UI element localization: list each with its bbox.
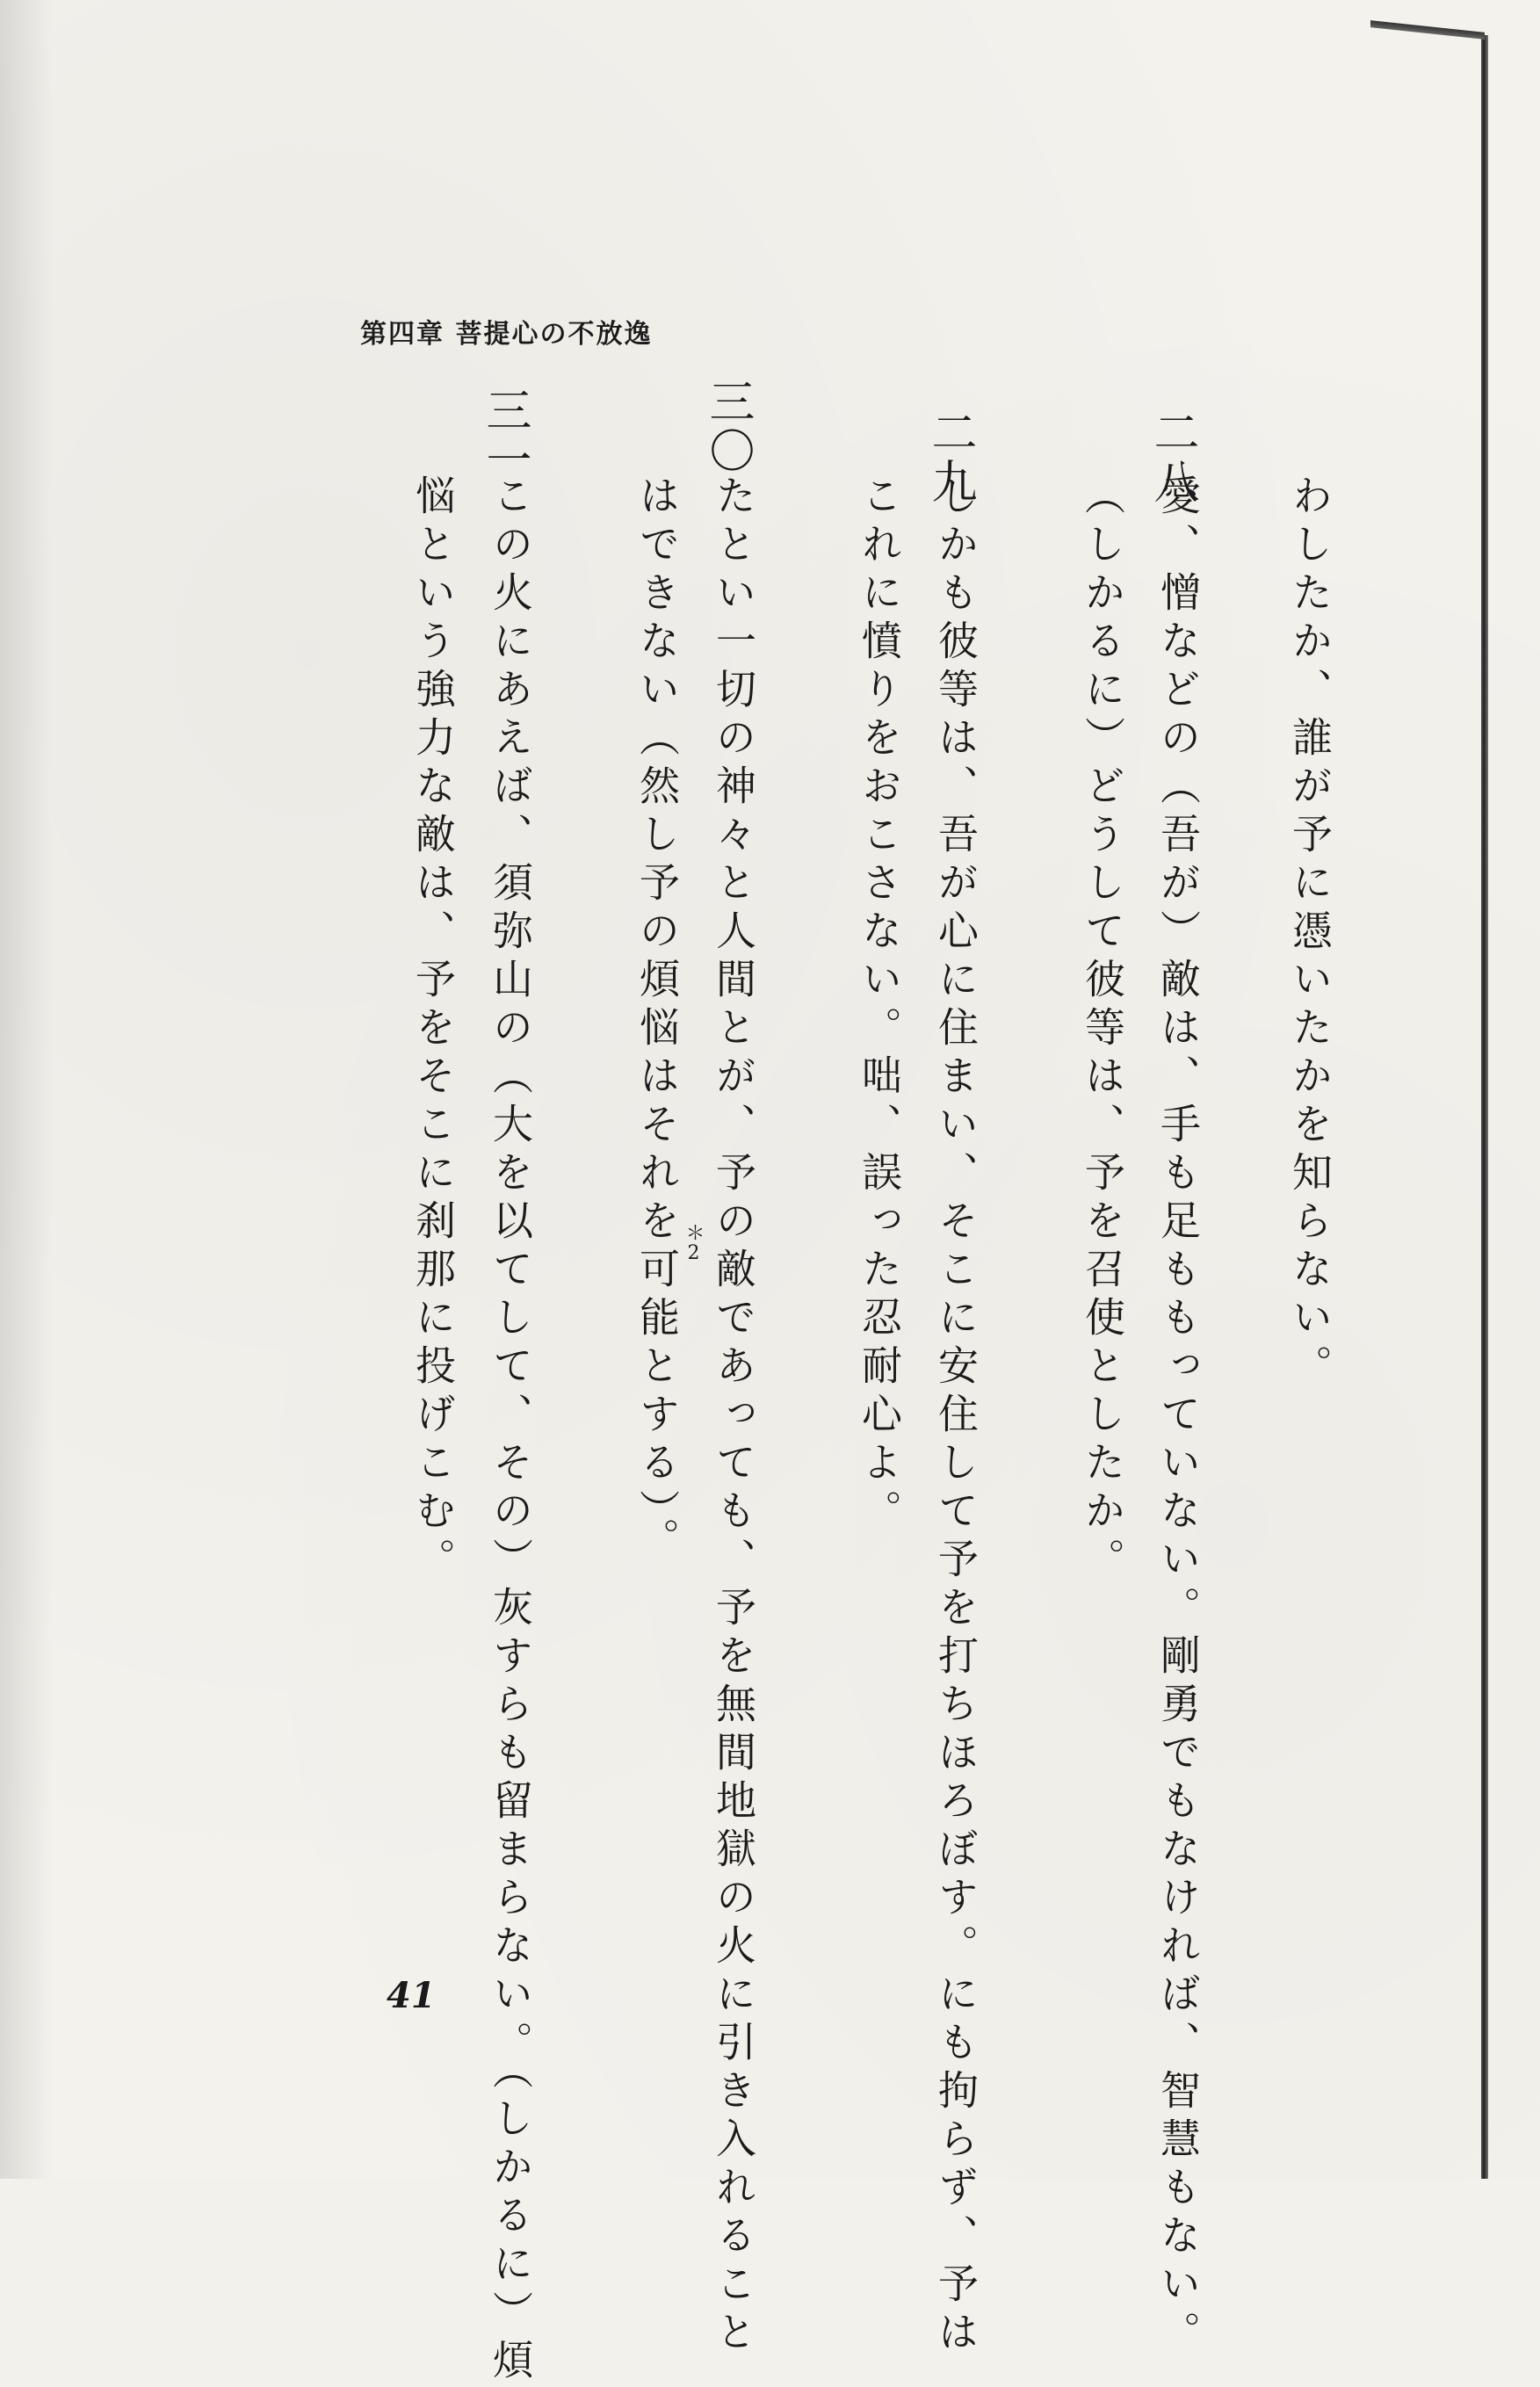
footnote-mark: ＊2: [683, 1223, 705, 1264]
text-line-3: （しかるに）どうして彼等は、予を召使としたか。: [1079, 474, 1126, 1586]
running-head: 第四章 菩提心の不放逸: [360, 319, 653, 350]
text-line-8: この火にあえば、須弥山の（大を以てして、その）灰すらも留まらない。（しかるに）煩: [487, 474, 534, 2387]
text-line-5: これに憤りをおこさない。咄、誤った忍耐心よ。: [856, 474, 903, 1537]
text-line-1: わしたか、誰が予に憑いたかを知らない。: [1286, 474, 1334, 1392]
text-line-6: たとい一切の神々と人間とが、予の敵であっても、予を無間地獄の火に引き入れること: [710, 474, 757, 2359]
text-line-2: 愛、憎などの（吾が）敵は、手も足ももっていない。剛勇でもなければ、智慧もない。: [1154, 474, 1202, 2359]
text-line-9: 悩という強力な敵は、予をそこに刹那に投げこむ。: [409, 474, 457, 1586]
book-spine-edge: [1481, 35, 1488, 2179]
verse-number-28: 二八: [1146, 409, 1198, 507]
page-shadow: [0, 0, 53, 2179]
verse-number-31: 三一: [478, 387, 531, 485]
text-line-4: しかも彼等は、吾が心に住まい、そこに安住して予を打ちほろぼす。にも拘らず、予は: [932, 474, 980, 2359]
text-line-7: はできない（然し予の煩悩はそれを可能とする）。: [633, 474, 681, 1566]
book-spine-corner: [1370, 20, 1485, 40]
verse-number-30: 三〇: [701, 378, 754, 476]
verse-number-29: 二九: [923, 409, 976, 507]
page-number: 41: [387, 1975, 436, 2016]
